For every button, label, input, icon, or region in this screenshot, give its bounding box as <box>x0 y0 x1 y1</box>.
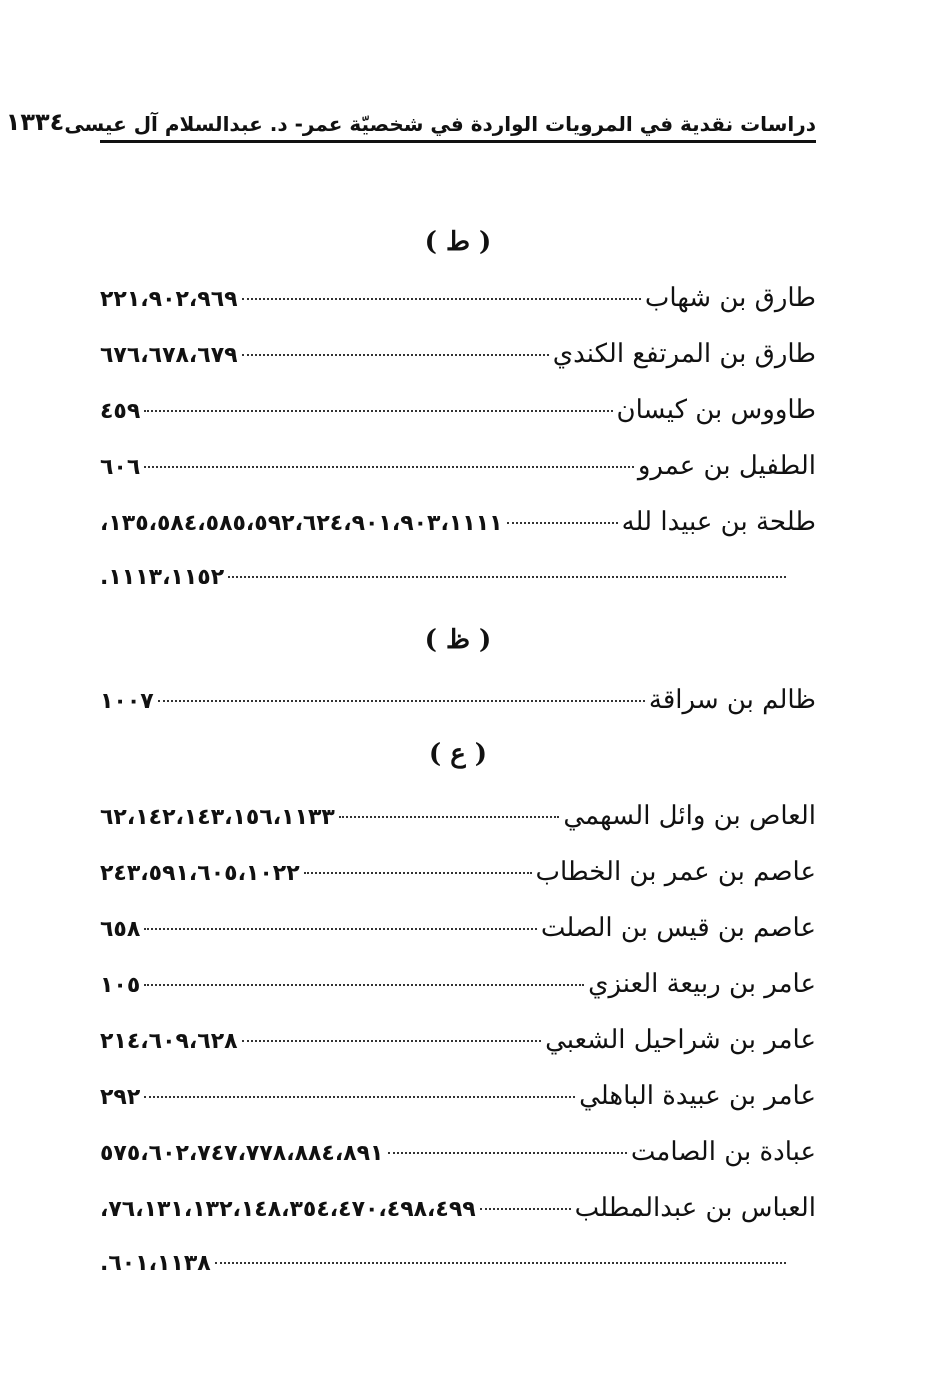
index-entry <box>100 844 816 900</box>
entry-pages: ٦٧٦،٦٧٨،٦٧٩ <box>100 343 238 368</box>
entry-pages: ١٠٥ <box>100 973 141 998</box>
entry-pages: ١٠٠٧ <box>100 689 154 714</box>
index-entry <box>100 326 816 382</box>
leader-dots <box>339 816 560 818</box>
index-entry <box>100 438 816 494</box>
leader-dots <box>228 576 786 578</box>
entry-name: طاووس بن كيسان <box>616 395 816 425</box>
entry-name: الطفيل بن عمرو <box>637 451 816 481</box>
section-letter-heading: ( ط ) <box>424 227 492 257</box>
index-entry-continuation <box>100 550 816 606</box>
entry-name: عبادة بن الصامت <box>630 1137 816 1167</box>
leader-dots <box>144 928 537 930</box>
leader-dots <box>304 872 532 874</box>
leader-dots <box>144 1096 575 1098</box>
index-section-za <box>100 620 816 728</box>
entry-pages: ٦٥٨ <box>100 917 141 942</box>
entry-pages: ٦٠١،١١٣٨. <box>100 1251 211 1276</box>
entry-name: طلحة بن عبيدا لله <box>621 507 816 537</box>
entry-pages: ٢٩٢ <box>100 1085 141 1110</box>
entry-name: عاصم بن قيس بن الصلت <box>540 913 816 943</box>
index-entry <box>100 900 816 956</box>
entry-pages: ٢٢١،٩٠٢،٩٦٩ <box>100 287 238 312</box>
index-section-ain <box>100 734 816 1292</box>
page-number: ١٣٣٤ <box>5 108 65 136</box>
entry-name: عاصم بن عمر بن الخطاب <box>535 857 816 887</box>
index-entry <box>100 1124 816 1180</box>
leader-dots <box>144 410 612 412</box>
index-entry <box>100 382 816 438</box>
section-letter-heading: ( ظ ) <box>424 625 492 655</box>
index-entry <box>100 1180 816 1236</box>
entry-name: عامر بن عبيدة الباهلي <box>579 1081 816 1111</box>
index-entry <box>100 270 816 326</box>
entry-pages: ١١١٣،١١٥٢. <box>100 565 225 590</box>
book-title: دراسات نقدية في المرويات الواردة في شخصيّة عمر- د. عبدالسلام آل عيسى <box>64 112 816 136</box>
leader-dots <box>388 1152 627 1154</box>
index-section-ta <box>100 222 816 606</box>
entry-name: العاص بن وائل السهمي <box>563 801 816 831</box>
index-entry <box>100 672 816 728</box>
leader-dots <box>242 1040 542 1042</box>
entry-pages: ٧٦،١٣١،١٣٢،١٤٨،٣٥٤،٤٧٠،٤٩٨،٤٩٩، <box>100 1197 476 1222</box>
entry-name: عامر بن ربيعة العنزي <box>588 969 816 999</box>
entry-name: عامر بن شراحيل الشعبي <box>545 1025 816 1055</box>
leader-dots <box>242 298 641 300</box>
leader-dots <box>144 466 634 468</box>
index-entry <box>100 956 816 1012</box>
index-entry <box>100 788 816 844</box>
leader-dots <box>242 354 549 356</box>
entry-pages: ٦٠٦ <box>100 455 141 480</box>
entry-pages: ٢١٤،٦٠٩،٦٢٨ <box>100 1029 238 1054</box>
entry-pages: ٥٧٥،٦٠٢،٧٤٧،٧٧٨،٨٨٤،٨٩١ <box>100 1141 384 1166</box>
leader-dots <box>144 984 584 986</box>
entry-name: ظالم بن سراقة <box>648 685 816 715</box>
entry-pages: ٦٢،١٤٢،١٤٣،١٥٦،١١٣٣ <box>100 805 335 830</box>
entry-pages: ١٣٥،٥٨٤،٥٨٥،٥٩٢،٦٢٤،٩٠١،٩٠٣،١١١١، <box>100 511 503 536</box>
running-header <box>5 98 816 143</box>
leader-dots <box>507 522 618 524</box>
entry-pages: ٤٥٩ <box>100 399 141 424</box>
leader-dots <box>480 1208 571 1210</box>
index-entry-continuation <box>100 1236 816 1292</box>
leader-dots <box>215 1262 786 1264</box>
entry-name: طارق بن المرتفع الكندي <box>552 339 816 369</box>
index-entry <box>100 494 816 550</box>
entry-name: العباس بن عبدالمطلب <box>574 1193 816 1223</box>
index-entry <box>100 1068 816 1124</box>
section-letter-heading: ( ع ) <box>428 739 488 769</box>
entry-pages: ٢٤٣،٥٩١،٦٠٥،١٠٢٢ <box>100 861 300 886</box>
index-entry <box>100 1012 816 1068</box>
leader-dots <box>158 700 645 702</box>
entry-name: طارق بن شهاب <box>644 283 816 313</box>
